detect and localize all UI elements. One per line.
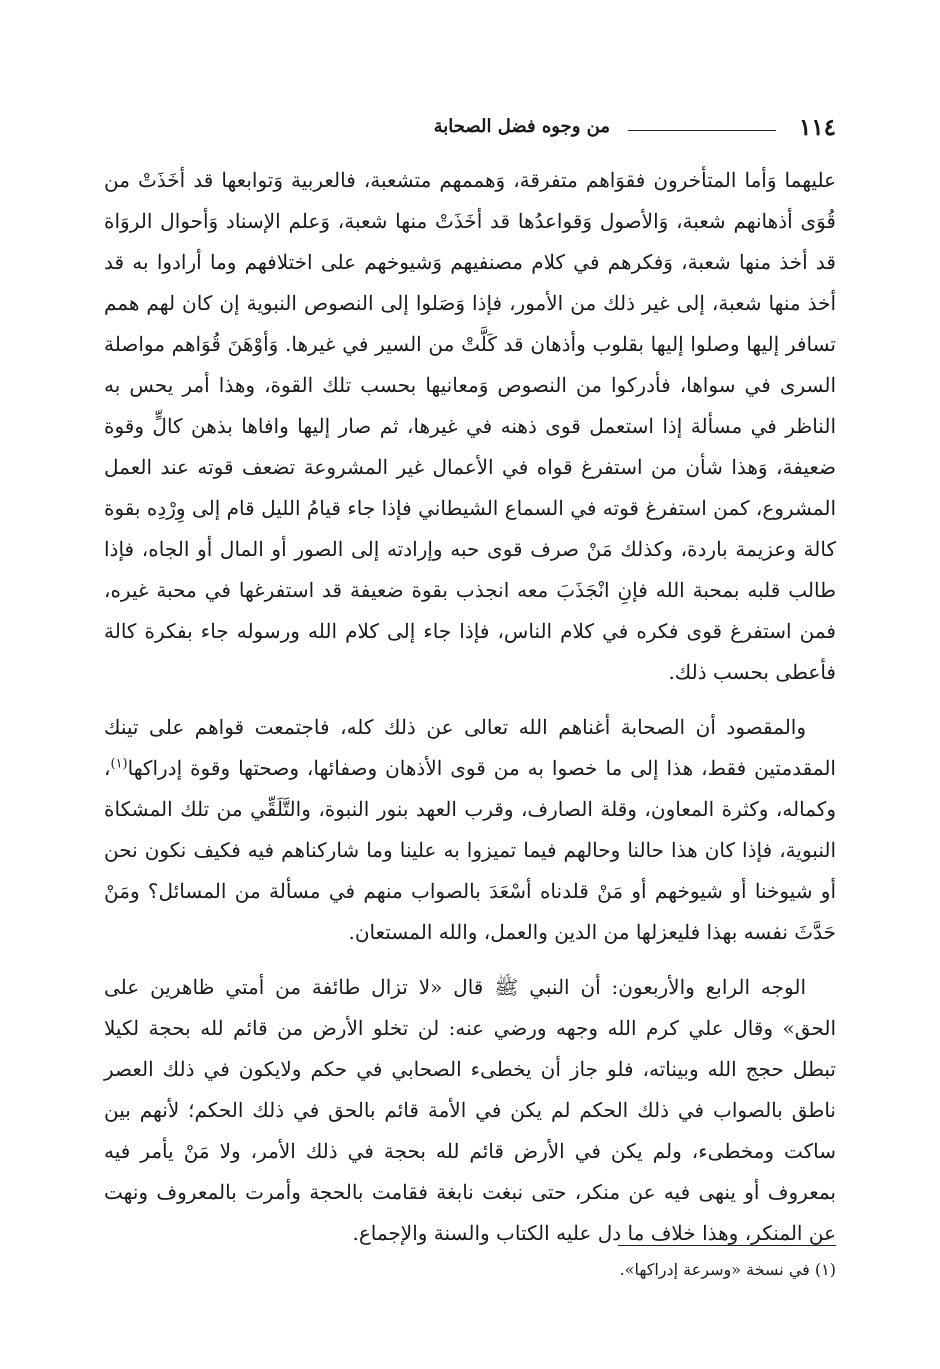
footnote-reference: (١) — [110, 756, 128, 772]
page-number: ١١٤ — [798, 114, 836, 141]
paragraph-3: الوجه الرابع والأربعون: أن النبي ﷺ قال «لا تزال طائفة من أمتي ظاهرين على الحق» وقال علي كرم الله وجهه ورضي عنه: لن تخلو الأرض من قائم لله بحجة لكيلا تبطل حجج الله وبيناته، فلو جاز أن يخطىء الصحابي في حكم ولايكون في ذلك العصر ناطق بالصواب في ذلك الحكم لم يكن في الأمة قائم بالحق في ذلك الحكم؛ لأنهم بين ساكت ومخطىء، ولم يكن في الأرض قائم لله بحجة في ذلك الأمر، ولا مَنْ يأمر فيه بمعروف أو ينهى فيه عن منكر، حتى نبغت نابغة فقامت بالحجة وأمرت بالمعروف ونهت عن المنكر، وهذا خلاف ما دل عليه الكتاب والسنة والإجماع. — [104, 975, 836, 1245]
footnote: (١) في نسخة «وسرعة إدراكها». — [619, 1260, 836, 1279]
header-rule — [628, 130, 776, 131]
paragraph-2-part-b: ، وكماله، وكثرة المعاون، وقلة الصارف، وقرب العهد بنور النبوة، والتَّلَقِّي من تلك المشكاة النبوية، فإذا كان هذا حالنا وحالهم فيما تميزوا به علينا وما شاركناهم فيه فكيف نكون نحن أو شيوخنا أو شيوخهم أو مَنْ قلدناه أسْعَدَ بالصواب منهم في مسألة من المسائل؟ ومَنْ حَدَّثَ نفسه بهذا فليعزلها من الدين والعمل، والله المستعان. — [104, 756, 836, 944]
page-header — [104, 112, 836, 146]
paragraph-2-part-a: والمقصود أن الصحابة أغناهم الله تعالى عن ذلك كله، فاجتمعت قواهم على تينك المقدمتين فقط، هذا إلى ما خصوا به من قوى الأذهان وصفائها، وصحتها وقوة إدراكها — [104, 715, 836, 780]
main-text — [104, 160, 836, 1268]
running-title: من وجوه فضل الصحابة — [433, 116, 610, 137]
paragraph-2 — [104, 707, 836, 953]
footnote-rule — [618, 1245, 836, 1246]
paragraph-1: عليهما وَأما المتأخرون فقوَاهم متفرقة، وَهممهم متشعبة، فالعربية وَتوابعها قد أخَذَتْ من قُوَى أذهانهم شعبة، وَالأصول وَقواعدُها قد أخَذَتْ منها شعبة، وَعلم الإسناد وَأحوال الروَاة قد أخذ منها شعبة، وَفكرهم في كلام مصنفيهم وَشيوخهم على اختلافهم وما أرادوا به قد أخذ منها شعبة، إلى غير ذلك من الأمور، فإذا وَصَلوا إلى النصوص النبوية إن كان لهم همم تسافر إليها وصلوا إليها بقلوب وأذهان قد كَلَّتْ من السير في غيرها. وَأوْهَنَ قُوَاهم مواصلة السرى في سواها، فأدركوا من النصوص وَمعانيها بحسب تلك القوة، وهذا أمر يحس به الناظر في مسألة إذا استعمل قوى ذهنه في غيرها، ثم صار إليها وافاها بذهن كالٍّ وقوة ضعيفة، وَهذا شأن من استفرغ قواه في الأعمال غير المشروعة تضعف قوته عند العمل المشروع، كمن استفرغ قوته في السماع الشيطاني فإذا جاء قيامُ الليل قام إلى وِرْدِه بقوة كالة وعزيمة باردة، وكذلك مَنْ صرف قوى حبه وإرادته إلى الصور أو المال أو الجاه، فإذا طالب قلبه بمحبة الله فإنِ انْجَذَبَ معه انجذب بقوة ضعيفة قد استفرغها في محبة غيره، فمن استفرغ قوى فكره في كلام الناس، فإذا جاء إلى كلام الله ورسوله جاء بفكرة كالة فأعطى بحسب ذلك. — [104, 168, 837, 684]
